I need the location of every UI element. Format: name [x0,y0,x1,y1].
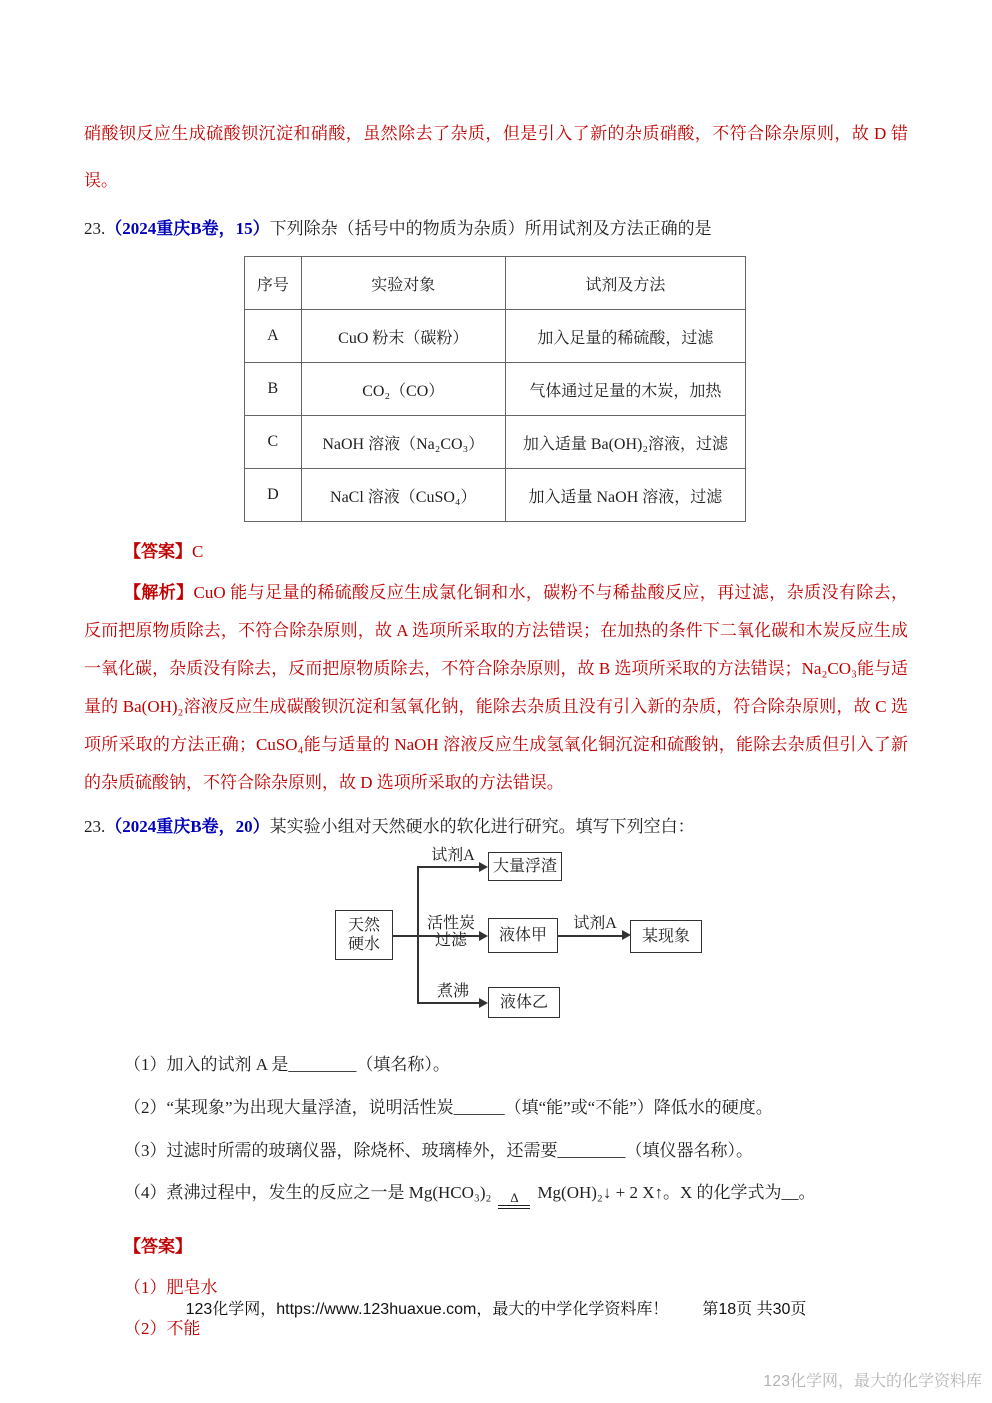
flow-label-activated-carbon-filter [420,915,482,949]
question-part-2: （2）“某现象”为出现大量浮渣，说明活性炭______（填“能”或“不能”）降低水的硬度。 [124,1098,773,1117]
row-method: 加入适量 Ba(OH)₂溶液，过滤 [505,416,745,469]
flow-box-phenomenon [630,920,702,953]
flow-label-text: 过滤 [434,932,467,949]
flow-box-text: 硬水 [347,936,380,953]
flow-box-text: 液体乙 [499,994,548,1011]
flow-line [558,935,622,937]
row-id: A [245,310,302,363]
previous-analysis-continuation: 硝酸钡反应生成硫酸钡沉淀和硝酸，虽然除去了杂质，但是引入了新的杂质硝酸，不符合除杂原则，故 D 错误。 [84,124,908,190]
flow-box-text: 液体甲 [498,927,547,944]
answer-line-q15 [84,540,908,564]
row-object: CO₂（CO） [301,363,505,416]
flow-box-text: 天然 [347,917,380,934]
answer-item-2: （2）不能 [124,1319,201,1338]
watermark-text: 123化学网，最大的化学资料库 [763,1373,982,1390]
flow-label-reagent-a: 试剂A [573,915,617,932]
question-15-heading [84,216,908,242]
analysis-paragraph [84,574,908,802]
flow-box-liquid-jia [488,918,558,953]
answer-value: C [192,542,204,561]
row-id: C [245,416,302,469]
analysis-label: 【解析】 [124,583,194,602]
arrow-right-icon [479,998,488,1008]
question-stem: 某实验小组对天然硬水的软化进行研究。填写下列空白： [269,817,695,836]
question-20-heading [84,814,908,840]
question-number: 23. [84,219,106,238]
equation-period: 。 [798,1183,816,1202]
flow-box-scum [488,852,562,881]
answer-blank: __ [781,1183,799,1202]
heating-condition-symbol [498,1191,530,1209]
footer-page-number: 第18页 共30页 [702,1301,807,1318]
row-object: NaOH 溶液（Na₂CO₃） [301,416,505,469]
flow-box-text: 大量浮渣 [492,858,557,875]
row-method: 加入适量 NaOH 溶液，过滤 [505,469,745,522]
table-row [245,363,746,416]
page-footer [0,1296,992,1319]
header-method: 试剂及方法 [505,257,745,310]
row-id: D [245,469,302,522]
equation-before: （4）煮沸过程中，发生的反应之一是 Mg(HCO₃)₂ [124,1183,492,1202]
answer-label-q20: 【答案】 [124,1237,192,1256]
table-row [245,469,746,522]
question-source: （2024重庆B卷，20） [105,817,270,836]
flow-label-reagent-a: 试剂A [431,847,475,864]
row-id: B [245,363,302,416]
question-number: 23. [84,817,106,836]
row-method: 气体通过足量的木炭，加热 [505,363,745,416]
row-object: CuO 粉末（碳粉） [301,310,505,363]
row-method: 加入足量的稀硫酸，过滤 [505,310,745,363]
header-id: 序号 [245,257,302,310]
question-part-3: （3）过滤时所需的玻璃仪器，除烧杯、玻璃棒外，还需要________（填仪器名称）。 [124,1141,753,1160]
question-part-4 [84,1180,908,1209]
question-stem: 下列除杂（括号中的物质为杂质）所用试剂及方法正确的是 [269,219,712,238]
footer-site-text: 123化学网，https://www.123huaxue.com，最大的中学化学资料库！ [185,1301,669,1318]
page-content [84,110,908,1341]
flow-box-text: 某现象 [641,928,690,945]
flow-line [417,1002,479,1004]
header-object: 实验对象 [301,257,505,310]
flow-line [393,935,419,937]
table-row [245,310,746,363]
delta-icon: Δ [510,1190,519,1205]
question-part-1: （1）加入的试剂 A 是________（填名称）。 [124,1055,450,1074]
flow-box-liquid-yi [488,987,560,1018]
flow-line [417,866,479,868]
double-line-icon [498,1205,530,1209]
table-row [245,416,746,469]
purification-table [244,256,746,522]
water-softening-flowchart [84,846,908,1038]
answer-label: 【答案】 [124,542,192,561]
row-object: NaCl 溶液（CuSO₄） [301,469,505,522]
answer-item-1: （1）肥皂水 [124,1278,218,1297]
flow-label-text: 活性炭 [426,915,475,932]
table-header-row [245,257,746,310]
equation-after: Mg(OH)₂↓ + 2 X↑。X 的化学式为 [537,1183,782,1202]
question-source: （2024重庆B卷，15） [105,219,270,238]
analysis-text: CuO 能与足量的稀硫酸反应生成氯化铜和水，碳粉不与稀盐酸反应，再过滤，杂质没有除去，反而把原物质除去，不符合除杂原则，故 A 选项所采取的方法错误；在加热的条件下二氧化碳和木炭反应生成一氧化碳，杂质没有除去，反而把原物质除去，不符合除杂原则，故 B 选项所采取的方法错误；Na₂CO₃能与适量的 Ba(OH)₂溶液反应生成碳酸钡沉淀和氢氧化钠，能除去杂质且没有引入新的杂质，符合除杂原则，故 C 选项所采取的方法正确；CuSO₄能与适量的 NaOH 溶液反应生成氢氧化铜沉淀和硫酸钠，能除去杂质但引入了新的杂质硫酸钠，不符合除杂原则，故 D 选项所采取的方法错误。 [84,583,908,792]
flow-box-natural-hard-water [335,910,393,960]
purification-table-wrap [244,256,908,522]
flow-label-boil: 煮沸 [436,983,469,1000]
